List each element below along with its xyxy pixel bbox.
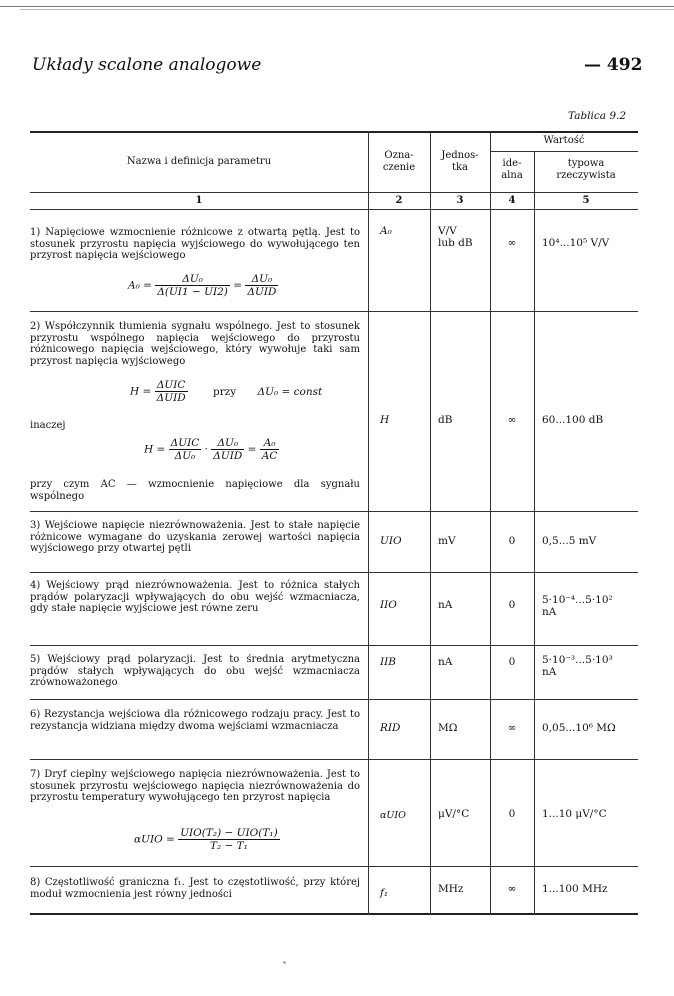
col-number: 1 <box>195 195 203 206</box>
row-3-ideal: 0 <box>508 535 516 547</box>
row-5-description: 5) Wejściowy prąd polaryzacji. Jest to średnia arytmetyczna prądów stałych wpływających do obu wejść wzmacniacza zrównoważonego <box>30 654 360 688</box>
rule <box>490 151 638 152</box>
row-2-ideal: ∞ <box>507 414 517 426</box>
fraction <box>155 379 188 404</box>
rule <box>30 699 638 700</box>
row-4-description: 4) Wejściowy prąd niezrównoważenia. Jest to różnica stałych prądów polaryzacji wpływających do obu wejść wzmacniacza, gdy stałe napięcie wyjściowe jest równe zeru <box>30 580 360 614</box>
row-2-formula-2 <box>144 437 279 462</box>
denominator: Δ(UI1 − UI2) <box>157 286 228 298</box>
col-number: 2 <box>395 195 403 206</box>
row-8-unit: MHz <box>438 883 464 895</box>
row-2-description: 2) Współczynnik tłumienia sygnału wspólnego. Jest to stosunek przyrostu wspólnego napięcia wejściowego do przyrostu różnicowego napięcia wejściowego, który wywołuje taki sam przyrost napięcia wyjściowego <box>30 321 360 367</box>
rule <box>30 192 638 193</box>
row-1-symbol: A₀ <box>380 225 392 237</box>
scan-top-rule <box>0 6 674 7</box>
table-caption: Tablica 9.2 <box>568 110 627 122</box>
col-header-ideal: ide- alna <box>501 158 523 181</box>
numerator: ΔUIC <box>155 379 188 392</box>
formula-lhs: H = <box>144 443 166 456</box>
fraction <box>260 437 280 462</box>
col-rule <box>430 131 431 915</box>
row-7-ideal: 0 <box>508 808 516 820</box>
row-6-symbol: RID <box>380 722 401 734</box>
row-2-formula-1 <box>130 379 322 404</box>
col-header-name: Nazwa i definicja parametru <box>126 156 272 167</box>
row-8-typical: 1...100 MHz <box>542 883 608 895</box>
row-3-description: 3) Wejściowe napięcie niezrównoważenia. Jest to stałe napięcie różnicowe wymagane do uzyskania zerowej wartości napięcia wyjściowego przy otwartej pętli <box>30 520 360 554</box>
numerator: A₀ <box>260 437 280 450</box>
row-1-unit: V/V lub dB <box>438 225 473 249</box>
rule <box>30 866 638 867</box>
rule <box>30 645 638 646</box>
col-header-unit: Jednos- tka <box>441 150 479 173</box>
formula-condition: ΔU₀ = const <box>257 385 323 398</box>
page-header-title: Układy scalone analogowe <box>32 55 262 75</box>
row-7-unit: μV/°C <box>438 808 470 820</box>
row-4-ideal: 0 <box>508 599 516 611</box>
row-2-symbol: H <box>380 414 390 426</box>
numerator: ΔU₀ <box>211 437 244 450</box>
numerator: ΔU₀ <box>245 273 278 286</box>
row-5-ideal: 0 <box>508 656 516 668</box>
row-5-unit: nA <box>438 656 453 668</box>
fraction <box>211 437 244 462</box>
row-8-ideal: ∞ <box>507 883 517 895</box>
row-1-ideal: ∞ <box>507 237 517 249</box>
col-header-value-group: Wartość <box>543 135 585 146</box>
denominator: AC <box>261 450 278 462</box>
rule <box>30 759 638 760</box>
denominator: ΔU₀ <box>174 450 196 462</box>
numerator: ΔUIC <box>170 437 200 449</box>
fraction <box>169 437 202 462</box>
col-number: 5 <box>582 195 590 206</box>
formula-lhs: αUIO = <box>134 833 175 846</box>
numerator: UIO(T₂) − UIO(T₁) <box>180 827 278 839</box>
row-3-symbol: UIO <box>380 535 402 547</box>
row-3-unit: mV <box>438 535 456 547</box>
formula-condition-word: przy <box>212 385 237 398</box>
row-6-description: 6) Rezystancja wejściowa dla różnicowego rodzaju pracy. Jest to rezystancja widziana między dwoma wejściami wzmacniacza <box>30 709 360 732</box>
scan-top-rule-2 <box>20 9 674 10</box>
fraction <box>178 827 280 852</box>
scan-speck <box>283 961 286 964</box>
row-4-symbol: IIO <box>380 599 397 611</box>
row-7-description: 7) Dryf cieplny wejściowego napięcia niezrównoważenia. Jest to stosunek przyrostu wejściowego napięcia niezrównoważenia do przyrostu temperatury wywołującego ten przyrost napięcia <box>30 769 360 803</box>
row-1-description: 1) Napięciowe wzmocnienie różnicowe z otwartą pętlą. Jest to stosunek przyrostu napięcia wyjściowego do wywołującego ten przyrost napięcia wejściowego <box>30 227 360 261</box>
rule <box>30 572 638 573</box>
row-1-typical: 10⁴...10⁵ V/V <box>542 237 610 249</box>
rule <box>30 131 638 133</box>
row-2-inaczej: inaczej <box>30 420 66 431</box>
col-number: 4 <box>508 195 516 206</box>
row-4-typical: 5·10⁻⁴...5·10² nA <box>542 594 613 618</box>
row-6-ideal: ∞ <box>507 722 517 734</box>
row-6-typical: 0,05...10⁶ MΩ <box>542 722 616 734</box>
formula-equals: = <box>233 279 243 292</box>
fraction <box>245 273 278 298</box>
rule <box>30 209 638 210</box>
col-number: 3 <box>456 195 464 206</box>
row-7-formula <box>134 827 280 852</box>
rule <box>30 913 638 915</box>
row-8-description: 8) Częstotliwość graniczna f₁. Jest to częstotliwość, przy której moduł wzmocnienia jest równy jedności <box>30 877 360 900</box>
row-1-formula <box>128 273 278 298</box>
row-8-symbol: f₁ <box>380 887 389 899</box>
formula-lhs: A₀ = <box>128 279 152 292</box>
row-7-typical: 1...10 μV/°C <box>542 808 607 820</box>
row-7-symbol: αUIO <box>380 810 406 821</box>
col-header-typical: typowa rzeczywista <box>556 158 616 181</box>
row-5-typical: 5·10⁻³...5·10³ nA <box>542 654 613 678</box>
row-2-note: przy czym AC — wzmocnienie napięciowe dla sygnału wspólnego <box>30 479 360 502</box>
page-number: — 492 <box>584 55 643 75</box>
row-6-unit: MΩ <box>438 722 458 734</box>
row-5-symbol: IIB <box>380 656 397 668</box>
rule <box>30 511 638 512</box>
col-rule <box>368 131 369 915</box>
formula-times: · <box>204 443 208 456</box>
row-2-unit: dB <box>438 414 453 426</box>
numerator: ΔU₀ <box>155 273 230 286</box>
row-4-unit: nA <box>438 599 453 611</box>
formula-equals: = <box>247 443 257 456</box>
rule <box>30 311 638 312</box>
denominator: ΔUID <box>213 450 243 462</box>
col-header-symbol: Ozna- czenie <box>382 150 416 173</box>
denominator: T₂ − T₁ <box>209 840 248 852</box>
parameter-table <box>30 131 638 915</box>
row-2-typical: 60...100 dB <box>542 414 604 426</box>
row-3-typical: 0,5...5 mV <box>542 535 597 547</box>
fraction <box>155 273 230 298</box>
formula-lhs: H = <box>130 385 152 398</box>
denominator: ΔUID <box>156 392 186 404</box>
denominator: ΔUID <box>247 286 277 298</box>
col-rule <box>534 151 535 915</box>
